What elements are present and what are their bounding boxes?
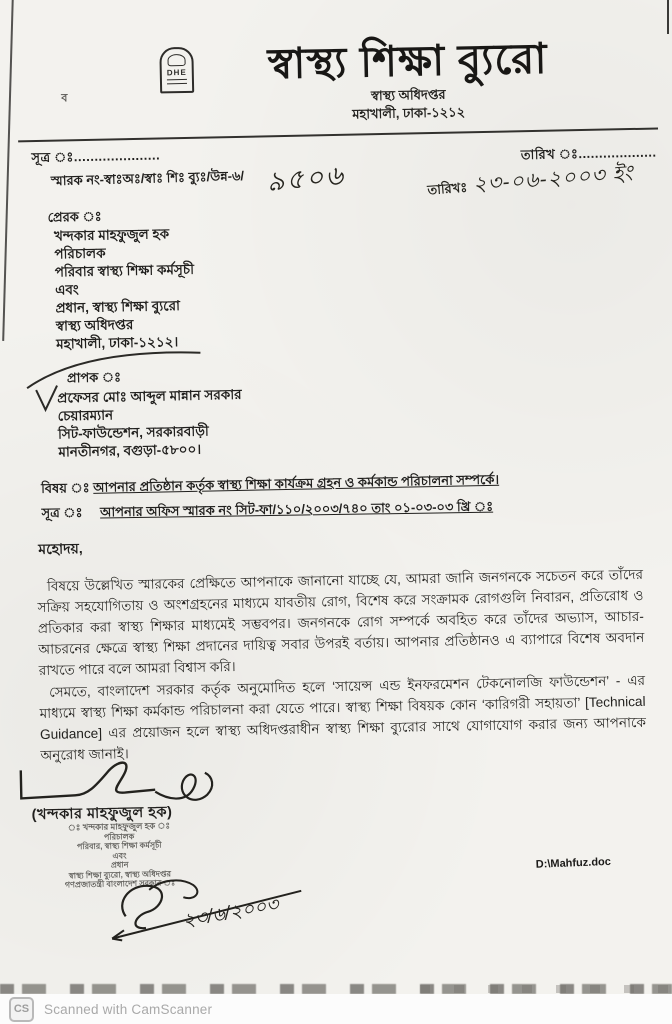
approval-signature-scribble	[105, 868, 357, 951]
emblem-shape	[167, 54, 185, 66]
header-divider	[18, 127, 658, 142]
stamp-and: এবং	[112, 850, 127, 861]
sender-designation: পরিচালক	[54, 245, 106, 262]
scan-edge-right	[667, 0, 669, 34]
recipient-block	[57, 386, 243, 462]
recipient-designation: চেয়ারম্যান	[57, 407, 114, 424]
stamp-designation: পরিচালক	[103, 831, 135, 842]
camscanner-footer-text: Scanned with CamScanner	[44, 1001, 213, 1017]
scan-smudge-strip-light	[420, 985, 672, 993]
memo-number-printed: স্মারক নং-স্বাঃঅঃ/স্বাঃ শিঃ ব্যুঃ/উন্ন-৬/	[50, 168, 245, 189]
stamp-chief: প্রধান	[110, 860, 129, 870]
subject-label: বিষয় ঃ	[40, 479, 90, 496]
sender-label: প্রেরক ঃ	[47, 208, 102, 225]
reference-line	[41, 495, 641, 525]
body-paragraph-2: সেমতে, বাংলাদেশ সরকার কর্তৃক অনুমোদিত হলে ‘সায়েন্স এন্ড ইনফরমেশন টেকনোলজি ফাউন্ডেশন’ - এর মাধ্যমে স্বাস্থ্য শিক্ষা কর্মকান্ড পরিচালনা করা যেতে পারে। স্বাস্থ্য শিক্ষা বিষয়ক কোন ‘কারিগরী সহায়তা’ [Technical Guidance] এর প্রয়োজন হলে স্বাস্থ্য অধিদপ্তরাধীন স্বাস্থ্য শিক্ষা ব্যুরোর সাথে যোগাযোগ করার জন্য আপনাকে অনুরোধ জানাই।	[39, 672, 647, 763]
sender-program: পরিবার স্বাস্থ্য শিক্ষা কর্মসূচী	[54, 261, 195, 280]
recipient-address: মানতীনগর, বগুড়া-৫৮০০।	[58, 441, 202, 460]
sender-chief-title: প্রধান, স্বাস্থ্য শিক্ষা ব্যুরো	[55, 298, 181, 316]
salutation: মহোদয়,	[38, 540, 83, 557]
recipient-organization: সিট-ফাউন্ডেশন, সরকারবাড়ী	[57, 423, 209, 442]
memo-number-handwritten: ৯৫০৬	[265, 160, 347, 198]
camscanner-logo-icon: CS	[9, 997, 34, 1022]
sender-address: মহাখালী, ঢাকা-১২১২।	[56, 334, 179, 352]
recipient-label: প্রাপক ঃ	[66, 369, 122, 386]
reference-text: আপনার অফিস স্মারক নং সিট-ফা/১১০/২০০৩/৭৪০ তাং ০১-০৩-০৩ খ্রি ঃ	[99, 498, 494, 520]
ref-dotted-label: সূত্র ঃ.....................	[31, 147, 161, 166]
dhe-logo-icon	[159, 47, 194, 94]
stamp-name: ঃ খন্দকার মাহফুজুল হক ঃ	[67, 820, 171, 833]
subject-text: আপনার প্রতিষ্ঠান কর্তৃক স্বাস্থ্য শিক্ষা কার্যক্রম গ্রহন ও কর্মকান্ড পরিচালনা সম্পর্কে।	[93, 471, 500, 495]
letterhead-subtitle-1: স্বাস্থ্য অধিদপ্তর	[370, 86, 446, 104]
dhe-logo-text: DHE	[166, 67, 187, 78]
sender-block	[54, 225, 196, 354]
date-handwritten-label: তারিখঃ	[426, 179, 468, 198]
file-path-text: D:\Mahfuz.doc	[535, 855, 612, 871]
logo-bars	[167, 79, 187, 84]
reference-label: সূত্র ঃ	[41, 504, 83, 521]
recipient-name: প্রফেসর মোঃ আব্দুল মান্নান সরকার	[57, 386, 242, 406]
stamp-government: গণপ্রজাতন্ত্রী বাংলাদেশ সরকার ঃ	[64, 878, 176, 890]
approval-date-handwritten: ২৩/৬/২০০৩	[181, 894, 281, 933]
sender-directorate: স্বাস্থ্য অধিদপ্তর	[55, 317, 134, 334]
sender-name: খন্দকার মাহফুজুল হক	[53, 226, 170, 244]
handwritten-corner-mark: ব	[61, 92, 68, 105]
sender-and: এবং	[54, 282, 79, 298]
letterhead-title: স্বাস্থ্য শিক্ষা ব্যুরো	[267, 34, 548, 88]
stamp-bureau: স্বাস্থ্য শিক্ষা ব্যুরো, স্বাস্থ্য অধিদপ্তর	[68, 868, 172, 880]
body-paragraph-1: বিষয়ে উল্লেখিত স্মারকের প্রেক্ষিতে আপনাকে জানানো যাচ্ছে যে, আমরা জানি জনগনকে সচেতন করে তাঁদের সক্রিয় সহযোগিতায় ও অংশগ্রহনের মাধ্যমে যাবতীয় রোগ, বিশেষ করে সংক্রামক রোগগুলি নিবারন, প্রতিরোধ ও প্রতিকার করা স্বাস্থ্য শিক্ষার মাধ্যমেই সম্ভবপর। জনগনকে রোগ সম্পর্কে অবহিত করে তাঁদের অভ্যাস, আচার-আচরনের ক্ষেত্রে স্বাস্থ্য শিক্ষা প্রদানের দায়িত্ব সবার উপরই বর্তায়। আপনার প্রতিষ্ঠানও এ ব্যাপারে বিশেষ অবদান রাখতে পারে বলে আমরা বিশ্বাস করি।	[37, 566, 645, 678]
letterhead-subtitle-2: মহাখালী, ঢাকা-১২১২	[352, 104, 466, 122]
date-handwritten	[426, 157, 635, 207]
camscanner-footer	[0, 994, 672, 1024]
date-handwritten-value: ২৩-০৬-২০০৩ ইং	[472, 161, 635, 197]
signatory-printed-name: (খন্দকার মাহফুজুল হক)	[31, 804, 173, 824]
stamp-program: পরিবার, স্বাস্থ্য শিক্ষা কর্মসূচী	[76, 840, 162, 852]
date-dotted-label: তারিখ ঃ...................	[520, 144, 657, 163]
